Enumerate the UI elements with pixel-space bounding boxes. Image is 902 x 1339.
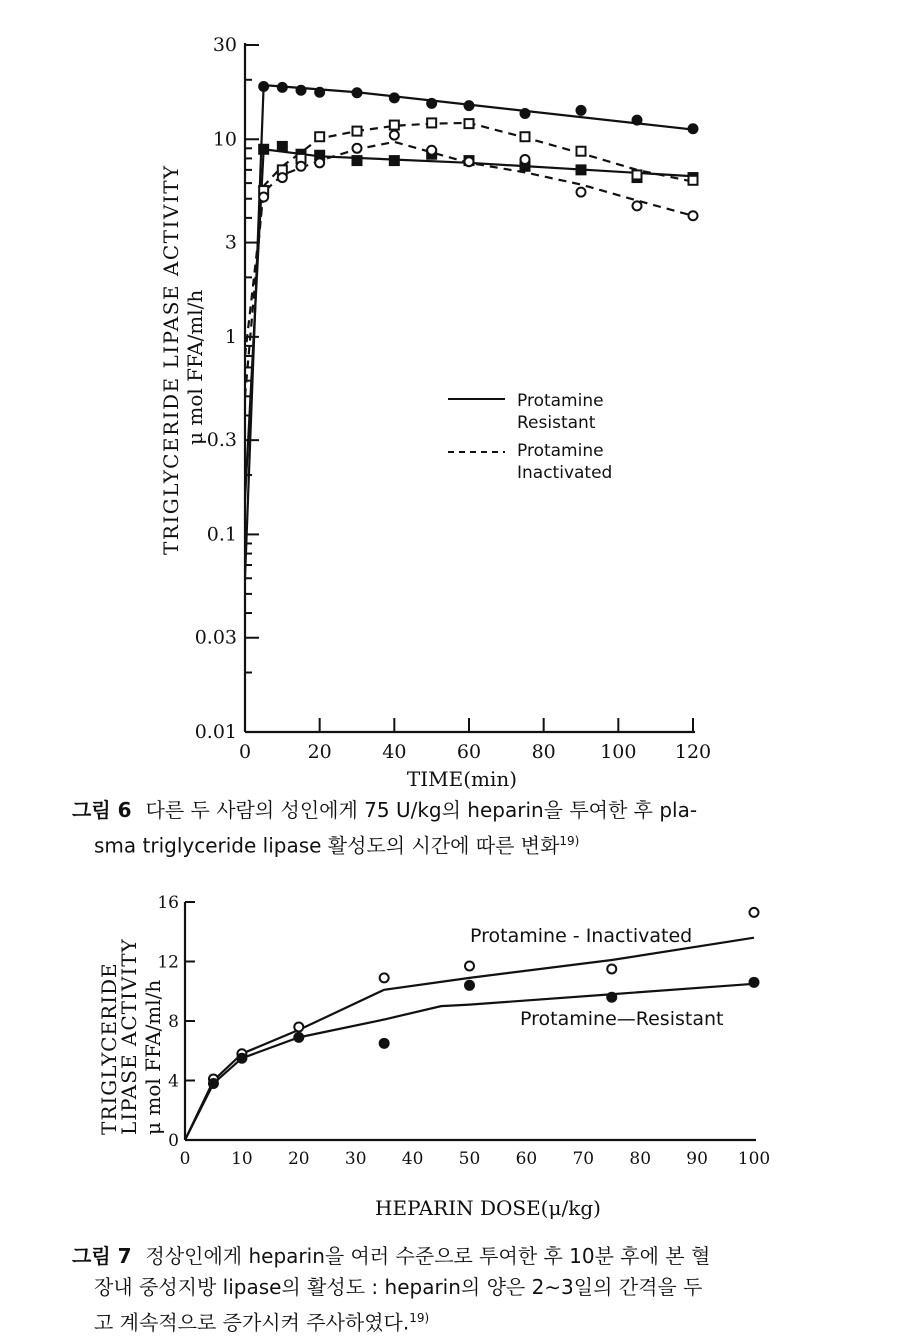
chart1-y-tick-label: 1: [224, 325, 237, 348]
chart2-series-0-point: [209, 1075, 218, 1084]
chart2-y-axis-label-2: LIPASE ACTIVITY: [117, 938, 141, 1135]
chart1-series-0-point: [465, 101, 474, 110]
legend-solid-label-1: Protamine: [517, 391, 604, 411]
chart2-x-tick-label: 90: [686, 1149, 708, 1169]
chart2-y-axis-unit: μ mol FFA/ml/h: [141, 979, 165, 1135]
chart1-series-1-point: [390, 156, 399, 165]
chart2-series-0-point: [607, 964, 616, 973]
chart2-series-0-point: [465, 961, 474, 970]
chart1-series-2-point: [353, 127, 362, 136]
chart1-series-0-point: [633, 116, 642, 125]
legend-solid-label-2: Resistant: [517, 413, 596, 433]
chart1-x-tick-label: 60: [456, 741, 482, 763]
chart2-series-label-inactivated: Protamine - Inactivated: [470, 925, 693, 947]
figure7-caption-line3: 고 계속적으로 증가시켜 주사하였다.: [94, 1310, 410, 1335]
chart1-series-1-point: [278, 142, 287, 151]
chart2-series-0-point: [750, 908, 759, 917]
chart1-series-3-point: [353, 144, 362, 153]
figure7-label: 그림 7: [72, 1244, 132, 1268]
chart2-x-tick-label: 10: [231, 1149, 253, 1169]
chart2-x-tick-label: 30: [344, 1149, 367, 1169]
figure6-caption-ref: 19): [559, 834, 580, 848]
chart1-series-3-point: [390, 131, 399, 140]
chart2-series-0-point: [294, 1022, 303, 1031]
chart1-x-tick-label: 0: [238, 741, 252, 763]
chart2-x-tick-label: 50: [458, 1149, 481, 1169]
chart2-series-1-point: [750, 978, 759, 987]
chart1-legend: [448, 391, 612, 483]
chart1-series-3-point: [633, 201, 642, 210]
chart2-y-tick-label: 16: [157, 893, 179, 913]
chart2-series-1-point: [380, 1039, 389, 1048]
chart1-series-0-point: [353, 88, 362, 97]
chart2-series-1-point: [607, 993, 616, 1002]
chart2-series-1-point: [465, 981, 474, 990]
chart2-x-tick-label: 40: [401, 1149, 424, 1169]
chart1-y-tick-label: 0.1: [206, 523, 237, 546]
chart1-y-tick-label: 30: [212, 34, 237, 56]
figure7-caption-line1: 정상인에게 heparin을 여러 수준으로 투여한 후 10분 후에 본 혈: [145, 1244, 711, 1268]
chart1-y-tick-label: 0.01: [194, 721, 237, 743]
chart1-series-3-point: [465, 157, 474, 166]
chart2-y-tick-label: 0: [168, 1131, 179, 1151]
chart2-series-label-resistant: Protamine—Resistant: [520, 1008, 724, 1030]
chart1-y-axis-unit: μ mol FFA/ml/h: [183, 289, 207, 445]
chart1-series-0-point: [521, 109, 530, 118]
figure6-caption-line1: 다른 두 사람의 성인에게 75 U/kg의 heparin을 투여한 후 pla-: [145, 798, 698, 822]
chart1-series-3-point: [521, 155, 530, 164]
chart1-series-2-point: [465, 119, 474, 128]
chart2-y-axis-label-1: TRIGLYCERIDE: [97, 962, 121, 1135]
chart1-series-1-point: [577, 165, 586, 174]
figure6-label: 그림 6: [72, 798, 132, 822]
chart2-x-axis-label: HEPARIN DOSE(μ/kg): [375, 1196, 601, 1220]
chart2-x-tick-label: 0: [179, 1149, 191, 1169]
chart2-series-1-point: [209, 1079, 218, 1088]
chart1-series-2-point: [390, 121, 399, 130]
chart2-x-tick-label: 100: [737, 1149, 771, 1169]
chart2-series-1-point: [237, 1054, 246, 1063]
chart1-x-tick-label: 100: [600, 741, 637, 763]
chart2-x-tick-label: 80: [629, 1149, 652, 1169]
chart1-y-tick-label: 0.03: [194, 626, 237, 649]
chart1-series-0-point: [689, 124, 698, 133]
chart1-series-0-point: [297, 86, 306, 95]
chart1-series-2-point: [577, 147, 586, 156]
legend-dashed-label-1: Protamine: [517, 441, 604, 461]
figure7-caption-line2: 장내 중성지방 lipase의 활성도 : heparin의 양은 2∼3일의 간격을 두: [94, 1275, 703, 1299]
chart1-y-tick-label: 3: [224, 231, 237, 254]
chart1-series-3-line: [245, 142, 693, 356]
chart1-series-0-point: [259, 82, 268, 91]
chart2-y-tick-label: 8: [168, 1012, 179, 1032]
chart1-series-2-point: [427, 118, 436, 127]
chart2-y-tick-label: 12: [157, 952, 179, 973]
chart1-y-axis-label: TRIGLYCERIDE LIPASE ACTIVITY: [159, 164, 183, 555]
chart1-series-1-line: [245, 149, 693, 499]
chart1-series-0-point: [315, 88, 324, 97]
chart1-series-2-point: [315, 132, 324, 141]
chart1-series-1-point: [353, 156, 362, 165]
chart2-x-tick-label: 60: [515, 1149, 538, 1169]
chart1-series-0-point: [390, 93, 399, 102]
chart1-series-3-point: [427, 146, 436, 155]
chart1-series-2-point: [689, 176, 698, 185]
figure6-caption: [72, 795, 697, 862]
chart1-x-tick-label: 120: [674, 741, 712, 763]
legend-dashed-label-2: Inactivated: [517, 463, 613, 483]
chart1-y-tick-label: 0.3: [206, 429, 237, 452]
chart1-x-tick-label: 80: [531, 741, 556, 763]
chart2-x-tick-label: 20: [287, 1149, 310, 1169]
chart1-series-3-point: [297, 162, 306, 171]
chart1-series-0-point: [577, 106, 586, 115]
chart2-series-0-line: [185, 938, 754, 1140]
figure6-caption-line2: sma triglyceride lipase 활성도의 시간에 따른 변화: [94, 833, 560, 858]
chart1-series-2-point: [633, 170, 642, 179]
chart1-series-0-point: [278, 83, 287, 92]
chart1-series-0-point: [427, 99, 436, 108]
figure7-caption: [72, 1241, 710, 1339]
chart2-x-tick-label: 70: [572, 1149, 595, 1169]
chart1-series-2-point: [521, 132, 530, 141]
chart2-series-0-point: [380, 973, 389, 982]
chart1-series-3-point: [315, 158, 324, 167]
chart1-x-tick-label: 20: [307, 741, 332, 763]
chart2-series-0-point: [237, 1049, 246, 1058]
chart1-x-tick-label: 40: [382, 741, 407, 763]
figure7-caption-ref: 19): [409, 1311, 430, 1325]
chart1-series-3-point: [577, 188, 586, 197]
chart2-series-1-line: [185, 984, 754, 1140]
chart1-series-1-point: [259, 145, 268, 154]
chart1-series-3-point: [278, 173, 287, 182]
chart1-series-3-point: [259, 193, 268, 202]
chart1-y-tick-label: 10: [212, 128, 237, 151]
chart2-y-tick-label: 4: [168, 1071, 179, 1092]
chart2-series-1-point: [294, 1033, 303, 1042]
chart1-series-3-point: [689, 211, 698, 220]
chart1-x-axis-label: TIME(min): [406, 767, 518, 791]
